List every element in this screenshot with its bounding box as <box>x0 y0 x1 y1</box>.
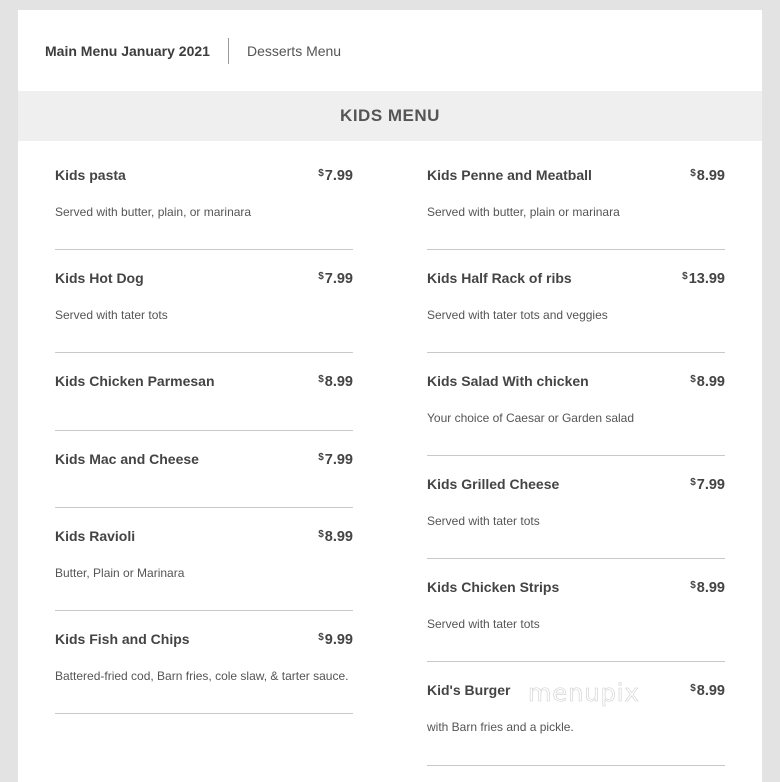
menu-item-description: with Barn fries and a pickle. <box>427 720 574 734</box>
menu-item-price <box>318 529 353 545</box>
menu-item-header <box>55 270 353 287</box>
currency-symbol: $ <box>690 683 696 694</box>
price-amount: 13.99 <box>688 271 725 287</box>
tab-main-menu[interactable]: Main Menu January 2021 <box>45 42 210 59</box>
currency-symbol: $ <box>690 168 696 179</box>
right-column <box>427 167 725 766</box>
menu-item-kids-fish-and-chips <box>55 611 353 714</box>
menu-item-kids-chicken-strips <box>427 559 725 662</box>
price-amount: 7.99 <box>324 452 353 468</box>
menu-item-name: Kids Penne and Meatball <box>427 167 592 183</box>
menu-item-name: Kids Ravioli <box>55 528 136 544</box>
menu-item-kids-penne-and-meatball <box>427 167 725 250</box>
menu-item-description: Butter, Plain or Marinara <box>55 566 185 580</box>
price-amount: 8.99 <box>696 374 725 390</box>
currency-symbol: $ <box>690 580 696 591</box>
menu-item-kids-half-rack-of-ribs <box>427 250 725 353</box>
currency-symbol: $ <box>682 271 688 282</box>
menu-item-name: Kids pasta <box>55 167 126 183</box>
menu-item-kids-mac-and-cheese <box>55 431 353 508</box>
price-amount: 8.99 <box>696 168 725 184</box>
menu-item-header <box>55 373 353 390</box>
price-amount: 8.99 <box>324 374 353 390</box>
menu-item-description: Served with butter, plain or marinara <box>427 205 620 219</box>
menu-item-header <box>427 373 725 390</box>
menu-item-name: Kids Grilled Cheese <box>427 476 560 492</box>
menu-item-price <box>318 271 353 287</box>
menu-item-header <box>427 476 725 493</box>
menu-item-price <box>690 477 725 493</box>
section-title: KIDS MENU <box>18 91 762 141</box>
menu-item-kids-pasta <box>55 167 353 250</box>
currency-symbol: $ <box>318 632 324 643</box>
tab-desserts-menu[interactable]: Desserts Menu <box>246 42 342 59</box>
left-column <box>55 167 353 714</box>
menu-item-name: Kids Mac and Cheese <box>55 451 199 467</box>
currency-symbol: $ <box>318 168 324 179</box>
currency-symbol: $ <box>318 452 324 463</box>
menu-item-description: Served with tater tots <box>427 514 540 528</box>
price-amount: 7.99 <box>696 477 725 493</box>
currency-symbol: $ <box>318 271 324 282</box>
menu-item-header <box>55 631 353 648</box>
menu-item-header <box>427 579 725 596</box>
price-amount: 7.99 <box>324 168 353 184</box>
menu-item-description: Your choice of Caesar or Garden salad <box>427 411 635 425</box>
menu-item-description: Served with tater tots and veggies <box>427 308 608 322</box>
menu-item-kids-chicken-parmesan <box>55 353 353 431</box>
menu-item-name: Kids Fish and Chips <box>55 631 190 647</box>
menu-item-name: Kids Hot Dog <box>55 270 144 286</box>
menu-item-price <box>690 580 725 596</box>
menu-item-kids-salad-with-chicken <box>427 353 725 456</box>
menu-item-kid-s-burger <box>427 662 725 766</box>
menu-item-price <box>682 271 725 287</box>
menu-card <box>18 10 762 782</box>
menu-item-description: Served with tater tots <box>427 617 540 631</box>
currency-symbol: $ <box>690 374 696 385</box>
menu-item-price <box>318 374 353 390</box>
menu-item-header <box>427 270 725 287</box>
currency-symbol: $ <box>318 529 324 540</box>
menu-item-description: Served with butter, plain, or marinara <box>55 205 252 219</box>
tab-divider <box>228 38 229 64</box>
currency-symbol: $ <box>318 374 324 385</box>
menu-item-header <box>55 167 353 184</box>
menu-tabs <box>18 10 762 91</box>
price-amount: 9.99 <box>324 632 353 648</box>
menu-item-header <box>55 451 353 468</box>
price-amount: 8.99 <box>696 683 725 699</box>
price-amount: 7.99 <box>324 271 353 287</box>
price-amount: 8.99 <box>324 529 353 545</box>
menu-item-name: Kid's Burger <box>427 682 511 698</box>
menu-item-header <box>427 167 725 184</box>
menu-item-name: Kids Half Rack of ribs <box>427 270 572 286</box>
menu-item-price <box>690 168 725 184</box>
menu-item-kids-hot-dog <box>55 250 353 353</box>
menu-item-name: Kids Chicken Strips <box>427 579 560 595</box>
currency-symbol: $ <box>690 477 696 488</box>
menu-item-name: Kids Chicken Parmesan <box>55 373 215 389</box>
menu-item-description: Served with tater tots <box>55 308 168 322</box>
menu-item-description: Battered-fried cod, Barn fries, cole slaw, & tarter sauce. <box>55 669 349 683</box>
menu-item-price <box>690 374 725 390</box>
menu-item-price <box>318 632 353 648</box>
menu-item-price <box>690 683 725 699</box>
watermark: menupix <box>528 679 640 707</box>
menu-item-header <box>55 528 353 545</box>
menu-item-price <box>318 168 353 184</box>
price-amount: 8.99 <box>696 580 725 596</box>
menu-item-name: Kids Salad With chicken <box>427 373 589 389</box>
menu-item-kids-grilled-cheese <box>427 456 725 559</box>
menu-item-price <box>318 452 353 468</box>
menu-item-kids-ravioli <box>55 508 353 611</box>
